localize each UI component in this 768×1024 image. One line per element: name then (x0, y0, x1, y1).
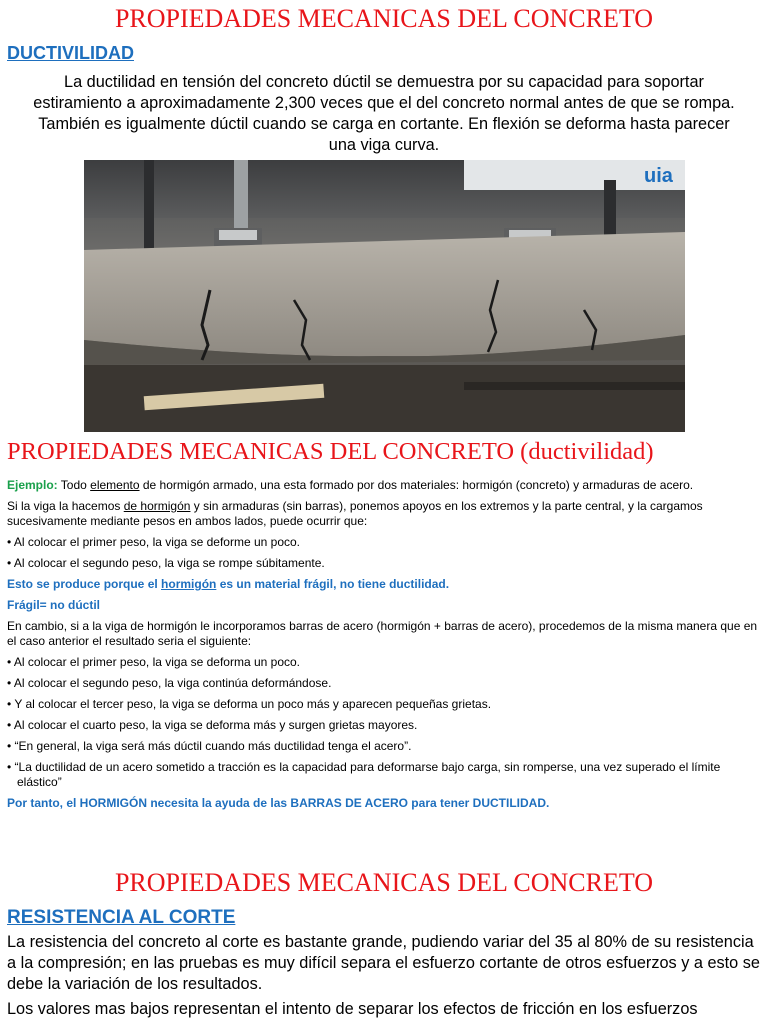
shear-strength-text (7, 932, 767, 1024)
ductility-intro (0, 72, 768, 156)
highlight-paragraph (7, 577, 765, 592)
section3-title: PROPIEDADES MECANICAS DEL CONCRETO (114, 868, 654, 897)
example-label: Ejemplo: (7, 478, 58, 492)
paragraph: La resistencia del concreto al corte es bastante grande, pudiendo variar del 35 al 80% de su resistencia a la compresión; en las pruebas es muy difícil separa el esfuerzo cortante de otros esfuerzos y a esto se debe la variación de los resultados. (7, 933, 760, 993)
section2-title: PROPIEDADES MECANICAS DEL CONCRETO (ductivilidad) (7, 438, 654, 465)
ductility-example-text (7, 478, 765, 817)
bullet-item: • Al colocar el primer peso, la viga se deforme un poco. (7, 535, 301, 549)
paragraph (7, 499, 765, 529)
bullet-item: • Al colocar el cuarto peso, la viga se deforma más y surgen grietas mayores. (7, 718, 418, 732)
ductility-heading: DUCTIVILIDAD (7, 43, 134, 63)
paragraph: En cambio, si a la viga de hormigón le incorporamos barras de acero (hormigón + barras de acero), procedemos de la misma manera que en el caso anterior el resultado seria el siguiente: (7, 619, 758, 648)
text-span: de hormigón armado, una esta formado por dos materiales: hormigón (concreto) y armaduras de acero. (139, 478, 694, 492)
photo-logo: uia (644, 165, 673, 187)
intro-line: estiramiento a aproximadamente 2,300 veces que el del concreto normal antes de que se rompa. (33, 94, 735, 112)
bullet-item: • Al colocar el primer peso, la viga se deforma un poco. (7, 655, 301, 669)
text-span: Si la viga la hacemos (7, 499, 124, 513)
bullet-item: • Al colocar el segundo peso, la viga continúa deformándose. (7, 676, 332, 690)
text-span: hormigón (161, 577, 217, 591)
shear-strength-heading: RESISTENCIA AL CORTE (7, 907, 236, 928)
section1-title: PROPIEDADES MECANICAS DEL CONCRETO (114, 4, 654, 33)
bullet-item: • Y al colocar el tercer peso, la viga se deforma un poco más y aparecen pequeñas grietas. (7, 697, 492, 711)
bullet-item: • Al colocar el segundo peso, la viga se rompe súbitamente. (7, 556, 325, 570)
intro-line: una viga curva. (328, 136, 440, 154)
text-span: es un material frágil, no tiene ductilidad. (216, 577, 450, 591)
highlight-paragraph: Frágil= no dúctil (7, 598, 101, 612)
text-span: Todo (57, 478, 91, 492)
bullet-item: • “La ductilidad de un acero sometido a tracción es la capacidad para deformarse bajo carga, sin romperse, una vez superado el límite elástico” (7, 760, 721, 789)
intro-line: La ductilidad en tensión del concreto dúctil se demuestra por su capacidad para soportar (64, 73, 704, 91)
paragraph: Los valores mas bajos representan el intento de separar los efectos de fricción en los esfuerzos (7, 1000, 698, 1018)
text-span: de hormigón (123, 499, 191, 513)
text-span: elemento (90, 478, 140, 492)
intro-line: También es igualmente dúctil cuando se carga en cortante. En flexión se deforma hasta parecer (38, 115, 730, 133)
text-span: y sin armaduras (sin barras), ponemos apoyos en los extremos y la parte central, y la cargamos sucesivamente mediante pesos en ambos lados, puede ocurrir que: (7, 499, 703, 528)
bullet-item: • “En general, la viga será más dúctil cuando más ductilidad tenga el acero”. (7, 739, 412, 753)
example-paragraph (7, 478, 765, 493)
text-span: Esto se produce porque el (7, 577, 162, 591)
beam-test-illustration (84, 160, 685, 432)
beam-test-photo (84, 160, 685, 432)
conclusion-paragraph: Por tanto, el HORMIGÓN necesita la ayuda de las BARRAS DE ACERO para tener DUCTILIDAD. (7, 796, 550, 810)
